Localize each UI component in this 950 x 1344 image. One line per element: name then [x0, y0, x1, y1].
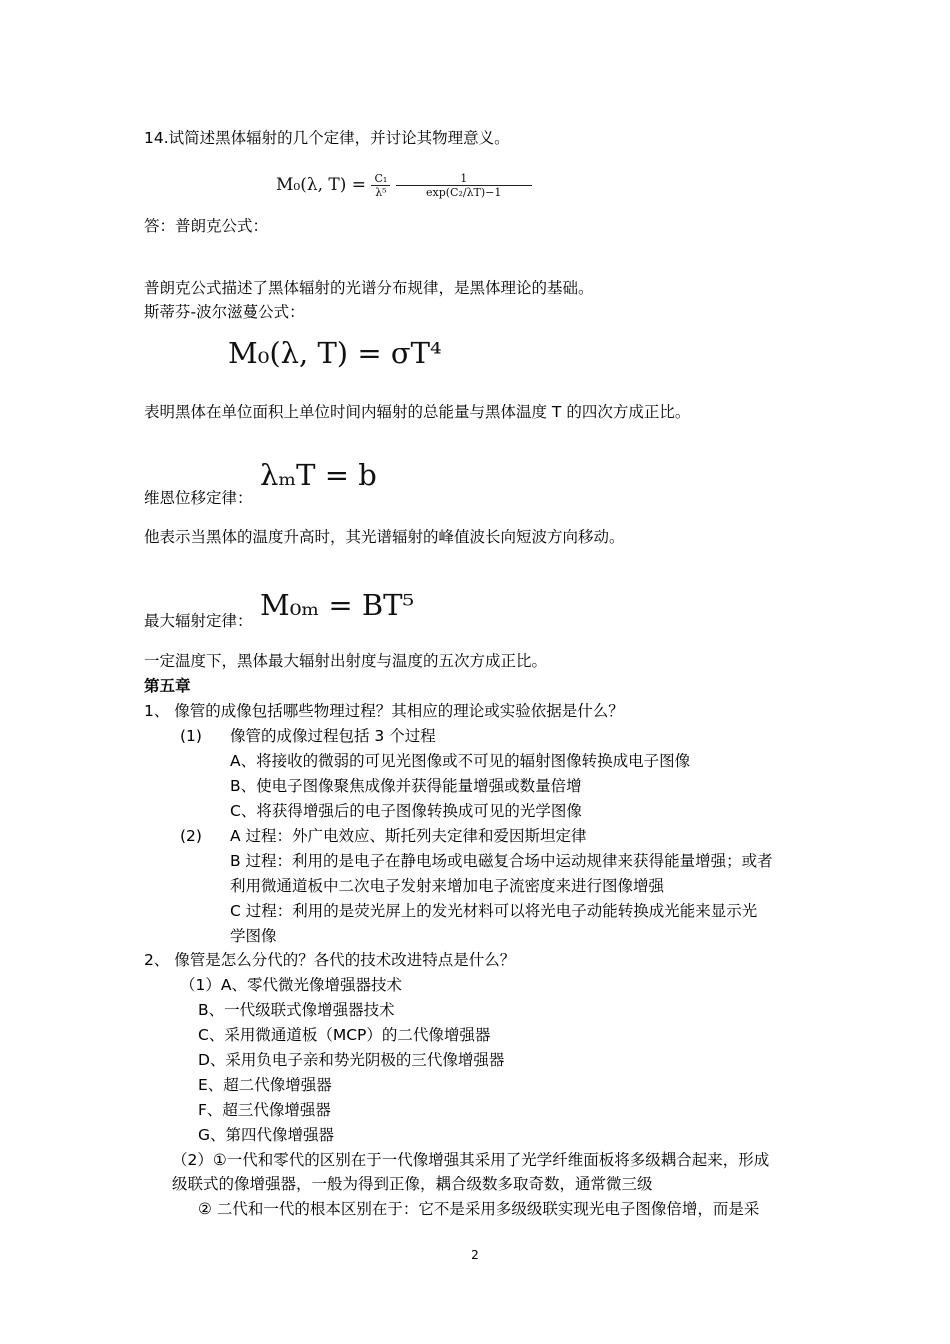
q14-title: 14.试简述黑体辐射的几个定律，并讨论其物理意义。	[144, 129, 510, 147]
planck-exp-fraction: $\frac{1}{\text{exp(C₂/λT)−1}}$	[396, 172, 532, 199]
q2-generation-e: E、超二代像增强器	[198, 1076, 332, 1094]
q1-basis-b-line2: 利用微通道板中二次电子发射来增加电子流密度来进行图像增强	[230, 877, 665, 895]
stefan-formula: M₀(λ, T) = σT⁴	[228, 336, 442, 370]
page-number: 2	[471, 1248, 479, 1262]
wien-description: 他表示当黑体的温度升高时，其光谱辐射的峰值波长向短波方向移动。	[144, 528, 625, 546]
planck-formula	[276, 172, 532, 199]
q2-generation-g: G、第四代像增强器	[198, 1126, 335, 1144]
q2-generation-d: D、采用负电子亲和势光阴极的三代像增强器	[198, 1051, 505, 1069]
planck-lhs: M₀(λ, T) =	[276, 175, 367, 195]
q1-part1-number: (1)	[180, 727, 202, 745]
q2-part2-line3: ② 二代和一代的根本区别在于：它不是采用多级级联实现光电子图像倍增，而是采	[198, 1200, 760, 1218]
q1-part2-number: (2)	[180, 827, 202, 845]
q1-process-a: A、将接收的微弱的可见光图像或不可见的辐射图像转换成电子图像	[230, 752, 691, 770]
q1-process-c: C、将获得增强后的电子图像转换成可见的光学图像	[230, 802, 582, 820]
max-radiation-label: 最大辐射定律：	[144, 612, 253, 630]
wien-label: 维恩位移定律：	[144, 489, 253, 507]
stefan-label: 斯蒂芬-波尔滋蔓公式：	[144, 303, 305, 321]
q1-basis-b-line1: B 过程：利用的是电子在静电场或电磁复合场中运动规律来获得能量增强；或者	[230, 852, 773, 870]
ch5-q1-title: 1、 像管的成像包括哪些物理过程？其相应的理论或实验依据是什么？	[144, 702, 624, 720]
q2-generation-a: （1）A、零代微光像增强器技术	[180, 976, 402, 994]
q2-part2-line1: （2）①一代和零代的区别在于一代像增强其采用了光学纤维面板将多级耦合起来，形成	[172, 1151, 770, 1169]
q2-generation-b: B、一代级联式像增强器技术	[198, 1001, 395, 1019]
max-radiation-description: 一定温度下，黑体最大辐射出射度与温度的五次方成正比。	[144, 652, 548, 670]
q1-part1-text: 像管的成像过程包括 3 个过程	[230, 727, 436, 745]
q2-generation-f: F、超三代像增强器	[198, 1101, 331, 1119]
q1-basis-a: A 过程：外广电效应、斯托列夫定律和爱因斯坦定律	[230, 827, 587, 845]
answer-label: 答：普朗克公式：	[144, 217, 269, 235]
planck-description: 普朗克公式描述了黑体辐射的光谱分布规律，是黑体理论的基础。	[144, 279, 594, 297]
max-radiation-formula: M₀ₘ = BT⁵	[260, 588, 415, 622]
q1-basis-c-line1: C 过程：利用的是荧光屏上的发光材料可以将光电子动能转换成光能来显示光	[230, 902, 758, 920]
ch5-q2-title: 2、 像管是怎么分代的？各代的技术改进特点是什么？	[144, 951, 516, 969]
chapter-heading: 第五章	[144, 677, 191, 695]
q1-process-b: B、使电子图像聚焦成像并获得能量增强或数量倍增	[230, 777, 582, 795]
wien-formula: λₘT = b	[260, 458, 377, 492]
planck-c1-fraction: $\frac{\text{C₁}}{\text{λ⁵}}$	[371, 172, 390, 199]
q2-part2-line2: 级联式的像增强器，一般为得到正像，耦合级数多取奇数，通常微三级	[172, 1175, 653, 1193]
q1-basis-c-line2: 学图像	[230, 927, 277, 945]
q2-generation-c: C、采用微通道板（MCP）的二代像增强器	[198, 1026, 491, 1044]
stefan-description: 表明黑体在单位面积上单位时间内辐射的总能量与黑体温度 T 的四次方成正比。	[144, 403, 691, 421]
